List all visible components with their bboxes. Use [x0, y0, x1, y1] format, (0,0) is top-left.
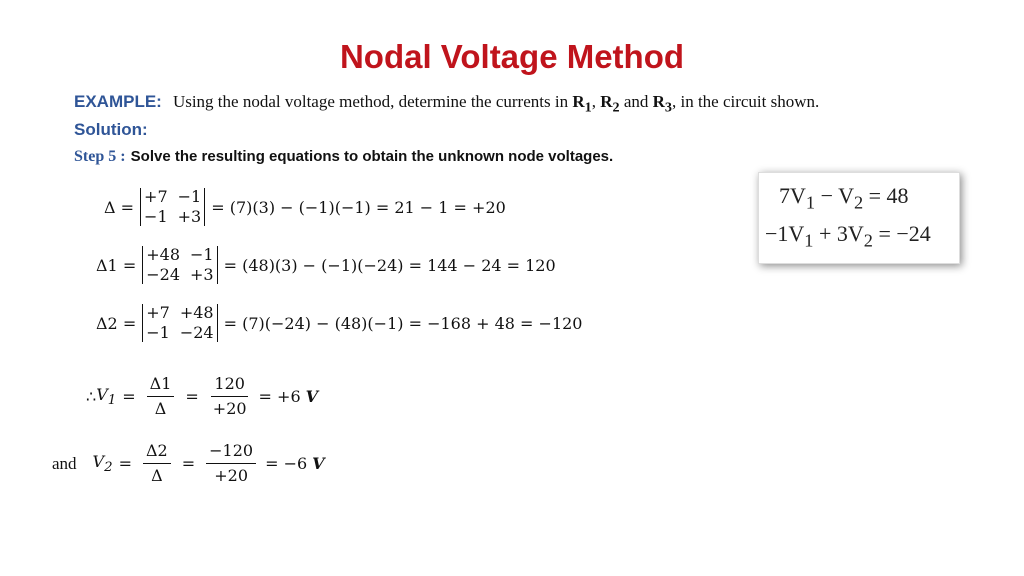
equation-line-1: $7V_1 - V_2 = 48$ — [779, 183, 909, 213]
v2-unit: V — [312, 454, 325, 473]
equation-line-2: $-1V_1 + 3V_2 = -24$ — [765, 221, 931, 251]
delta2-result: = (7)(−24) − (48)(−1) = −168 + 48 = −120 — [223, 313, 583, 333]
delta-equation — [104, 188, 506, 226]
delta2-equation — [96, 304, 582, 342]
problem-text: Using the nodal voltage method, determine the currents in $R_1$, $R_2$ and $R_3$, in the circuit shown. — [172, 92, 820, 116]
simultaneous-equations-image — [758, 172, 960, 264]
v2-fraction-symbolic: $\frac{\Delta 2}{\Delta}$ — [143, 441, 171, 486]
page-title: Nodal Voltage Method — [339, 38, 685, 75]
v1-unit: V — [305, 387, 319, 406]
delta2-matrix: +7 +48 −1 −24 — [142, 304, 217, 342]
v2-equation: and $V_2$ = $\frac{\Delta 2}{\Delta}$ = $\frac{-120}{+20}$ = −6 V — [52, 441, 325, 485]
v1-fraction-symbolic: $\frac{\Delta 1}{\Delta}$ — [147, 374, 175, 419]
v1-fraction-numeric: $\frac{120}{+20}$ — [212, 374, 247, 418]
v2-fraction-numeric: $\frac{-120}{+20}$ — [206, 441, 256, 486]
delta1-result: = (48)(3) − (−1)(−24) = 144 − 24 = 120 — [223, 255, 556, 275]
solution-label: Solution: — [74, 120, 148, 139]
step-text: Solve the resulting equations to obtain the unknown node voltages. — [130, 148, 614, 165]
v1-result: = +6 — [258, 387, 301, 406]
delta-label: Δ = — [104, 197, 135, 217]
and-word: and — [52, 453, 77, 473]
delta1-label: Δ1 = — [96, 255, 137, 275]
v1-equation: ∴ $V_1$ = $\frac{\Delta 1}{\Delta}$ = $\frac{120}{+20}$ = +6 V — [86, 374, 319, 418]
v2-variable: $V_2$ — [92, 451, 113, 476]
delta-matrix: +7 −1 −1 +3 — [140, 188, 205, 226]
step-line — [74, 146, 613, 166]
problem-statement — [74, 92, 819, 116]
example-label: EXAMPLE: — [74, 92, 162, 111]
delta-result: = (7)(3) − (−1)(−1) = 21 − 1 = +20 — [211, 197, 506, 217]
delta1-matrix: +48 −1 −24 +3 — [142, 246, 217, 284]
delta2-label: Δ2 = — [96, 313, 137, 333]
v2-result: = −6 — [265, 454, 308, 473]
step-label: Step 5 : — [74, 148, 126, 165]
v1-variable: $V_1$ — [96, 384, 117, 409]
delta1-equation — [96, 246, 556, 284]
